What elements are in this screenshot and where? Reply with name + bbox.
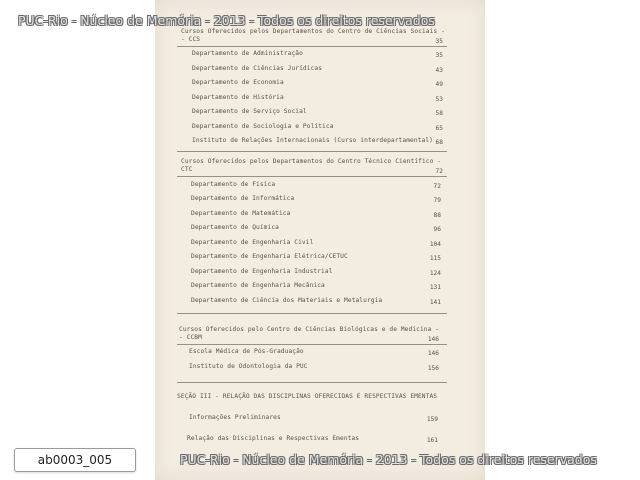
toc-page-number: 96 [433,226,441,233]
section-rule [177,46,447,47]
toc-page-number: 88 [433,212,441,219]
toc-entry: Departamento de Engenharia Mecânica [191,282,325,289]
section-rule [177,151,447,152]
toc-heading-ctc-cont: CTC [181,166,193,173]
toc-page-number: 68 [435,139,443,146]
toc-entry: Departamento de Química [191,224,279,231]
toc-heading-ccbm: Cursos Oferecidos pelo Centro de Ciências Biológicas e de Medicina - [179,326,440,333]
toc-entry: Departamento de Engenharia Elétrica/CETUC [191,253,348,260]
toc-entry: Departamento de Administração [192,50,303,57]
toc-heading-ccs-cont: - CCS [181,36,201,43]
toc-page-number: 146 [427,350,439,357]
image-id-text: ab0003_005 [37,453,113,467]
toc-entry: Informações Preliminares [189,414,281,421]
section-rule [177,176,447,177]
toc-page-number: 159 [426,416,438,423]
toc-heading-secao-iii: SEÇÃO III - RELAÇÃO DAS DISCIPLINAS OFERECIDAS E RESPECTIVAS EMENTAS [177,393,438,400]
toc-entry: Departamento de Engenharia Industrial [191,268,333,275]
section-rule [177,344,447,345]
toc-entry: Departamento de Economia [192,79,284,86]
toc-page-number: 146 [427,336,439,343]
watermark-bottom: PUC-Rio - Núcleo de Memória - 2013 - Todos os direitos reservados [180,452,597,467]
toc-entry: Departamento de Ciência dos Materiais e Metalurgia [191,297,383,304]
toc-entry: Departamento de Física [191,181,276,188]
toc-page-number: 131 [429,284,441,291]
toc-page-number: 141 [429,299,441,306]
toc-entry: Departamento de Informática [191,195,295,202]
section-rule [177,382,447,383]
toc-entry: Relação das Disciplinas e Respectivas Ementas [187,435,360,442]
toc-page-number: 161 [426,437,438,444]
image-id-label [14,448,136,472]
toc-entry: Departamento de Ciências Jurídicas [192,65,323,72]
scanned-page [155,0,485,480]
toc-page-number: 72 [433,183,441,190]
toc-heading-ccbm-cont: - CCBM [179,334,202,341]
toc-page-number: 35 [435,52,443,59]
toc-page-number: 72 [435,168,443,175]
toc-heading-ccs: Cursos Oferecidos pelos Departamentos do Centro de Ciências Sociais - [181,28,445,35]
toc-page-number: 124 [429,270,441,277]
toc-page-number: 35 [435,38,443,45]
toc-page-number: 115 [429,255,441,262]
watermark-top: PUC-Rio - Núcleo de Memória - 2013 - Todos os direitos reservados [18,13,435,28]
toc-entry: Instituto de Relações Internacionais (Curso interdepartamental) [192,137,433,144]
toc-page-number: 79 [433,197,441,204]
toc-page-number: 65 [435,125,443,132]
toc-page-number: 156 [427,365,439,372]
toc-page-number: 49 [435,81,443,88]
section-rule [177,313,447,314]
toc-page-number: 53 [435,96,443,103]
toc-page-number: 43 [435,67,443,74]
toc-entry: Departamento de Matemática [191,210,291,217]
toc-heading-ctc: Cursos Oferecidos pelos Departamentos do Centro Técnico Científico - [181,158,442,165]
toc-entry: Escola Médica de Pós-Graduação [189,348,304,355]
toc-entry: Instituto de Odontologia da PUC [189,363,308,370]
toc-page-number: 58 [435,110,443,117]
toc-page-number: 104 [429,241,441,248]
toc-entry: Departamento de Sociologia e Política [192,123,334,130]
toc-entry: Departamento de Serviço Social [192,108,307,115]
toc-entry: Departamento de História [192,94,284,101]
toc-entry: Departamento de Engenharia Civil [191,239,314,246]
